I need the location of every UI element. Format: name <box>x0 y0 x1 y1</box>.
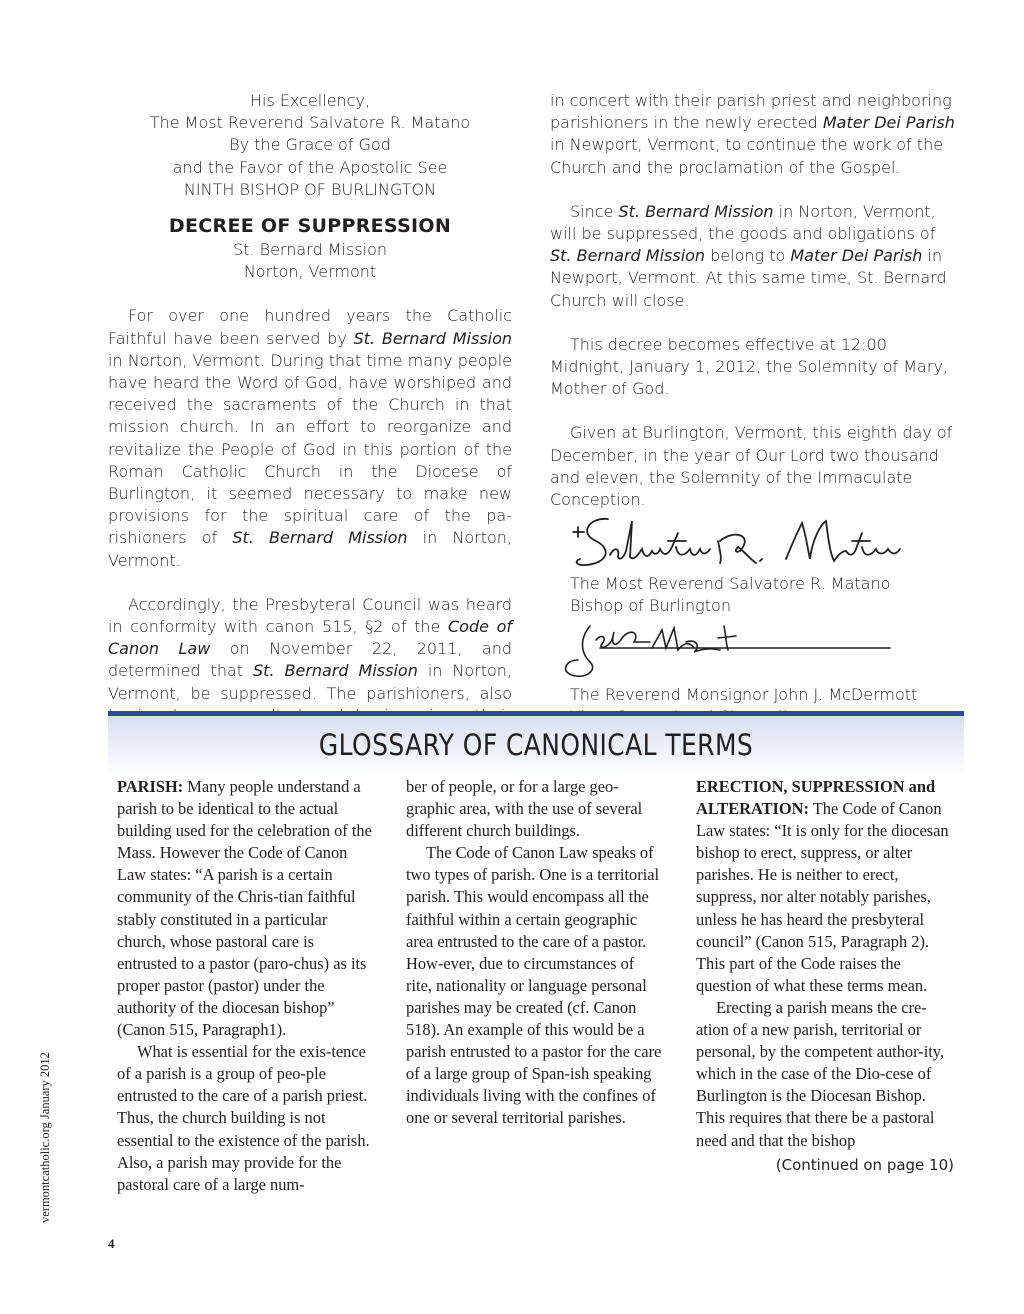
decree-paragraph-1: For over one hundred years the Catholic Faithful have been served by St. Bernard Mission in Norton, Vermont. During that time many people have heard the Word of God, have worshiped and received the sacraments of the Church in that mission church. In an effort to reorganize and revitalize the People of God in this portion of the Roman Catholic Church in the Diocese of Burlington, it seemed necessary to make new provisions for the spiritual care of the pa-rishioners of St. Bernard Mission in Norton, Vermont. <box>108 306 513 570</box>
heading-line: His Excellency, <box>249 91 371 110</box>
parish-paragraph-2: What is essential for the exis-tence of a parish is a group of peo-ple entrusted to the care of a parish priest. Thus, the church building is not essential to the existence of the parish. Also, a parish may provide for the pastoral care of a large num- <box>117 1042 370 1194</box>
term-parish: PARISH: <box>117 777 184 796</box>
subtitle-line: St. Bernard Mission <box>233 240 387 260</box>
term-erection: ERECTION, SUPPRESSION and ALTERATION: <box>696 777 936 819</box>
heading-line: NINTH BISHOP OF BURLINGTON <box>183 179 437 199</box>
decree-paragraph-2-continued: in concert with their parish priest and neighboring parishioners in the newly erected Mater Dei Parish in Newport, Vermont, to continue the work of the Church and the proclamation of the Gospel. <box>550 91 955 177</box>
parish-paragraph-2-continued: ber of people, or for a large geo-graphic area, with the use of several different church buildings. <box>406 777 643 841</box>
erection-definition: ERECTION, SUPPRESSION and ALTERATION: The Code of Canon Law states: “It is only for the diocesan bishop to erect, suppress, or alter parishes. He is neither to erect, suppress, nor alter notably parishes, unless he has heard the presbyteral council” (Canon 515, Paragraph 2). This part of the Code raises the question of what these terms mean. <box>696 777 949 995</box>
bishop-signature-graphic <box>550 511 950 573</box>
heading-line: The Most Reverend Salvatore R. Matano <box>149 113 471 133</box>
erection-paragraph-2: Erecting a parish means the cre-ation of a new parish, territorial or personal, by the competent author-ity, which in the case of the Dio-cese of Burlington is the Diocesan Bishop. This requires that there be a pastoral need and that the bishop <box>696 997 945 1150</box>
decree-paragraph-2: Accordingly, the Presbyteral Council was heard in conformity with canon 515, §2 of the Code of Canon Law on November 22, 2011, and determined that St. Bernard Mission in Norton, Vermont, be suppressed. The parishioners, also <box>108 594 513 703</box>
vicar-signature <box>550 618 958 684</box>
decree-paragraph-5: Given at Burlington, Vermont, this eighth day of December, in the year of Our Lord two thousand and eleven, the Solemnity of the Immaculate Conception. <box>550 423 953 510</box>
glossary-column-3 <box>696 776 954 1176</box>
signer-1-name: The Most Reverend Salvatore R. Matano <box>570 574 891 594</box>
glossary-column-2 <box>406 776 664 1130</box>
decree-paragraph-3: Since St. Bernard Mission in Norton, Vermont, will be suppressed, the goods and obligations of St. Bernard Mission belong to Mater Dei Parish in Newport, Vermont. At this same time, St. Bernard Church will close. <box>550 201 947 310</box>
page-number: 4 <box>108 1236 115 1251</box>
subtitle-line: Norton, Vermont <box>243 262 377 282</box>
decree-left-column <box>108 90 512 749</box>
heading-line: By the Grace of God <box>229 135 391 155</box>
parish-types-paragraph: The Code of Canon Law speaks of two types of parish. One is a territorial parish. This would encompass all the faithful within a certain geographic area entrusted to the care of a pastor. How-ever, due to circumstances of rite, nationality or language personal parishes may be created (cf. Canon 518). An example of this would be a parish entrusted to a pastor for the care of a large group of Span-ish speaking individuals living with the confines of one or several territorial parishes. <box>406 843 662 1128</box>
continued-note: (Continued on page 10) <box>775 1155 954 1174</box>
decree-right-column <box>550 90 958 728</box>
signer-1-title: Bishop of Burlington <box>570 596 731 616</box>
bishop-signature <box>550 511 958 573</box>
decree-paragraph-4: This decree becomes effective at 12:00 Midnight, January 1, 2012, the Solemnity of Mary, Mother of God. <box>550 334 948 399</box>
decree-heading <box>108 90 512 201</box>
parish-definition: PARISH: Many people understand a parish to be identical to the actual building used for the celebration of the Mass. However the Code of Canon Law states: “A parish is a certain community of the Chris-tian faithful stably constituted in a particular church, whose pastoral care is entrusted to a pastor (paro-chus) as its proper pastor (pastor) under the authority of the diocesan bishop” (Canon 515, Paragraph1). <box>117 777 372 1040</box>
glossary-title: GLOSSARY OF CANONICAL TERMS <box>318 728 754 762</box>
vicar-signature-graphic <box>550 618 950 684</box>
decree-subtitle <box>108 239 512 283</box>
decree-title: DECREE OF SUPPRESSION <box>168 215 452 238</box>
signer-2-name: The Reverend Monsignor John J. McDermott <box>570 684 918 704</box>
heading-line: and the Favor of the Apostolic See <box>172 157 448 177</box>
side-footer-text: vermontcatholic.org January 2012 <box>38 1052 52 1223</box>
glossary-column-1 <box>117 776 375 1196</box>
